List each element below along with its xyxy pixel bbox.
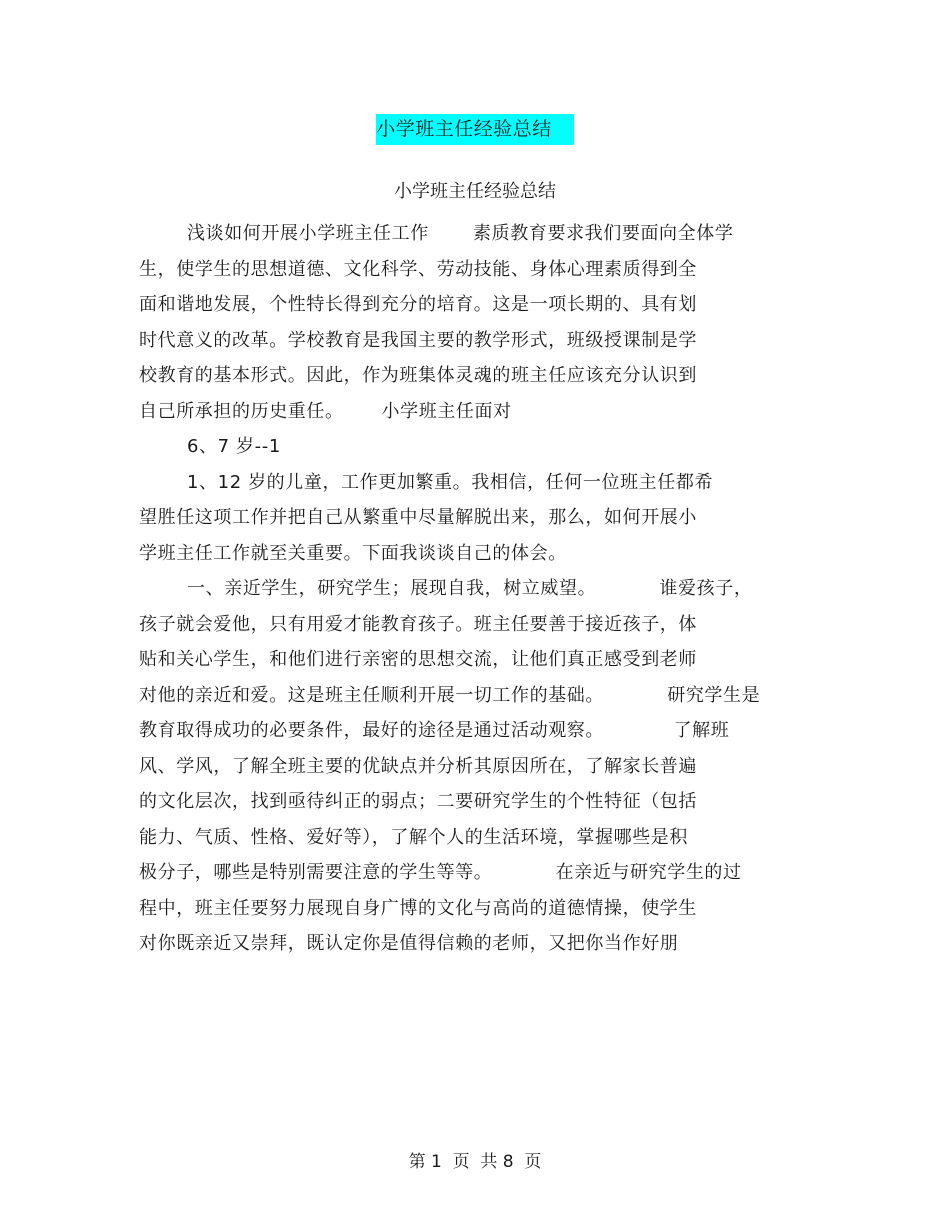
- body-line: 对你既亲近又崇拜，既认定你是值得信赖的老师，又把你当作好朋: [139, 933, 679, 954]
- body-line: 自己所承担的历史重任。 小学班主任面对: [139, 400, 512, 422]
- body-line: 教育取得成功的必要条件，最好的途径是通过活动观察。 了解班: [139, 720, 730, 741]
- body-line: 浅谈如何开展小学班主任工作 素质教育要求我们要面向全体学: [187, 223, 734, 244]
- body-line: 学班主任工作就至关重要。下面我谈谈自己的体会。: [139, 542, 567, 564]
- body-line: 孩子就会爱他，只有用爱才能教育孩子。班主任要善于接近孩子，体: [139, 613, 697, 635]
- body-line: 1、12 岁的儿童，工作更加繁重。我相信，任何一位班主任都希: [187, 471, 714, 493]
- body-line: 贴和关心学生，和他们进行亲密的思想交流，让他们真正感受到老师: [139, 649, 697, 670]
- body-line: 风、学风，了解全班主要的优缺点并分析其原因所在，了解家长普遍: [139, 755, 697, 777]
- heading-highlight: 小学班主任经验总结: [376, 114, 574, 145]
- body-line: 生，使学生的思想道德、文化科学、劳动技能、身体心理素质得到全: [139, 258, 697, 280]
- body-line: 对他的亲近和爱。这是班主任顺利开展一切工作的基础。 研究学生是: [139, 684, 761, 706]
- body-line: 一、亲近学生，研究学生；展现自我，树立威望。 谁爱孩子，: [187, 578, 753, 599]
- document-subtitle: 小学班主任经验总结: [394, 181, 556, 202]
- body-line: 面和谐地发展，个性特长得到充分的培育。这是一项长期的、具有划: [139, 294, 697, 315]
- body-line: 时代意义的改革。学校教育是我国主要的教学形式，班级授课制是学: [139, 329, 697, 351]
- body-line: 6、7 岁--1: [187, 436, 281, 457]
- body-line: 望胜任这项工作并把自己从繁重中尽量解脱出来，那么，如何开展小: [139, 507, 697, 528]
- document-heading: [0, 114, 950, 145]
- body-line: 极分子，哪些是特别需要注意的学生等等。 在亲近与研究学生的过: [139, 862, 742, 883]
- document-body: [139, 216, 819, 962]
- body-line: 校教育的基本形式。因此，作为班集体灵魂的班主任应该充分认识到: [139, 365, 697, 386]
- body-line: 程中，班主任要努力展现自身广博的文化与高尚的道德情操，使学生: [139, 897, 697, 919]
- body-line: 能力、气质、性格、爱好等），了解个人的生活环境，掌握哪些是积: [139, 826, 688, 848]
- body-line: 的文化层次，找到亟待纠正的弱点；二要研究学生的个性特征（包括: [139, 791, 697, 812]
- page-footer: 第 1 页 共 8 页: [408, 1152, 542, 1172]
